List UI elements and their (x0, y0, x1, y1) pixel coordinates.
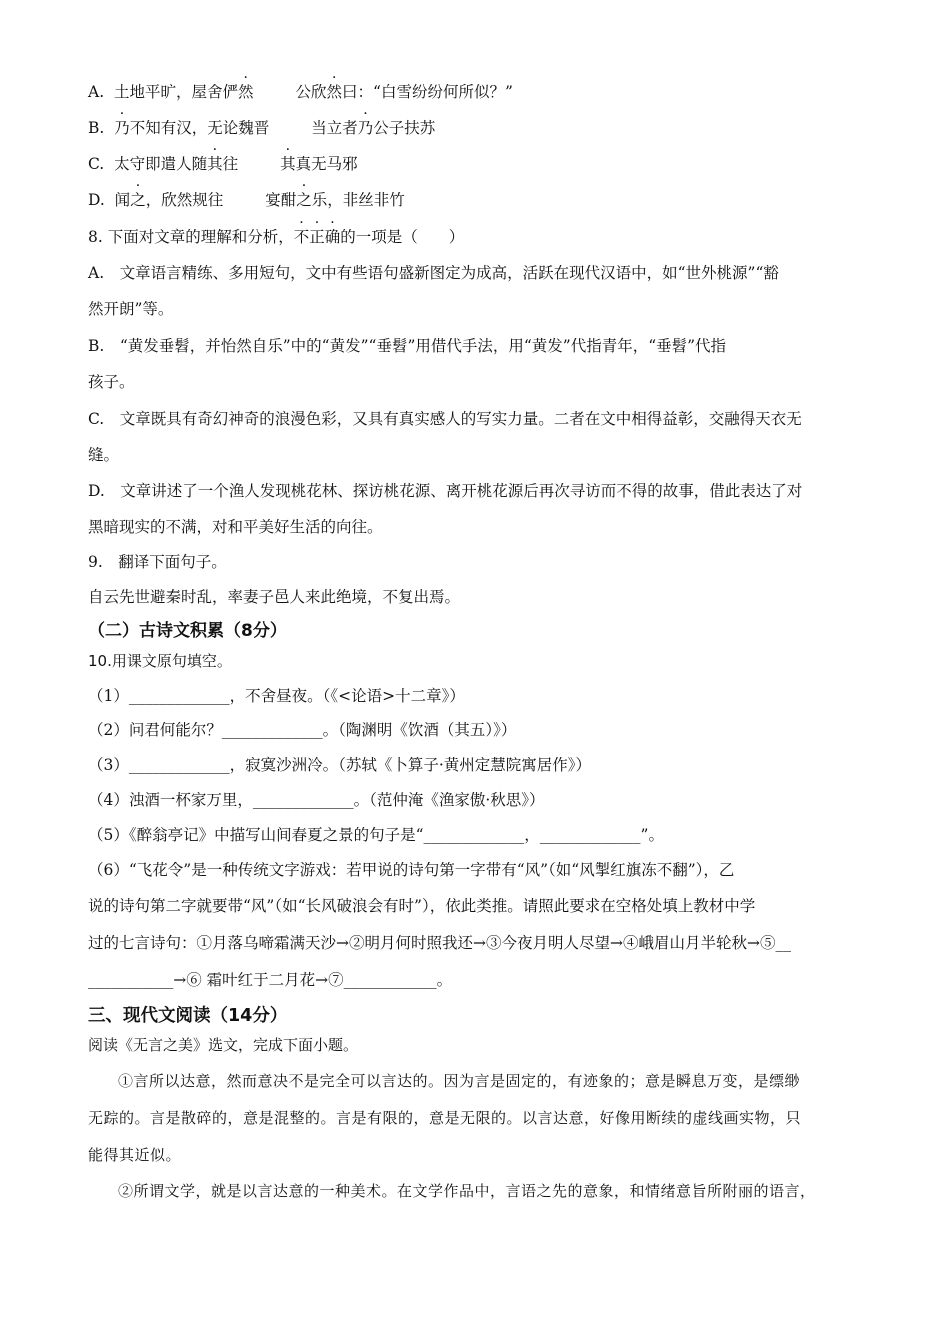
q9-stem: 9. 翻译下面句子。 (88, 553, 227, 571)
q7-option-c: C. 太守即遣人随其往 其真无马邪 (88, 155, 358, 173)
q7-option-b: B. 乃不知有汉，无论魏晋 当立者乃公子扶苏 (88, 119, 436, 137)
q7-option-a: A. 土地平旷，屋舍俨然 公欣然曰：“白雪纷纷何所似？” (88, 83, 513, 101)
q8-option-b-line2: 孩子。 (88, 373, 135, 391)
section3-title: 三、现代文阅读（14分） (88, 1006, 288, 1026)
q10-stem: 10.用课文原句填空。 (88, 652, 232, 670)
section2-title: （二）古诗文积累（8分） (88, 621, 287, 641)
passage-p2-line1: ②所谓文学，就是以言达意的一种美术。在文学作品中，言语之先的意象，和情绪意旨所附丽的语言， (118, 1182, 816, 1200)
q10-item-1: （1）_____________，不舍昼夜。（《<论语>十二章》） (88, 687, 465, 705)
passage-p1-line3: 能得其近似。 (88, 1146, 182, 1164)
q8-option-c-line2: 缝。 (88, 446, 120, 464)
q9-sentence: 自云先世避秦时乱，率妻子邑人来此绝境，不复出焉。 (88, 588, 461, 606)
q10-item-2: （2）问君何能尔？_____________。（陶渊明《饮酒（其五）》） (88, 721, 517, 739)
q10-item-6-line1: （6）“飞花令”是一种传统文字游戏：若甲说的诗句第一字带有“风”（如“风掣红旗冻不翻”），乙 (88, 861, 735, 879)
passage-p1-line2: 无踪的。言是散碎的，意是混整的。言是有限的，意是无限的。以言达意，好像用断续的虚线画实物，只 (88, 1109, 802, 1127)
q10-item-6-line4: ___________→⑥ 霜叶红于二月花→⑦____________。 (88, 971, 453, 989)
q8-option-d-line1: D. 文章讲述了一个渔人发现桃花林、探访桃花源、离开桃花源后再次寻访而不得的故事，借此表达了对 (88, 482, 803, 500)
section3-intro: 阅读《无言之美》选文，完成下面小题。 (88, 1036, 359, 1054)
q10-item-5: （5）《醉翁亭记》中描写山间春夏之景的句子是“_____________，_____________”。 (88, 826, 664, 844)
q8-option-a-line1: A. 文章语言精练、多用短句，文中有些语句盛新图定为成高，活跃在现代汉语中，如“世外桃源”“豁 (88, 264, 779, 282)
q8-option-c-line1: C. 文章既具有奇幻神奇的浪漫色彩，又具有真实感人的写实力量。二者在文中相得益彰，交融得天衣无 (88, 410, 802, 428)
q7-option-d: D. 闻之，欣然规往 宴酣之乐，非丝非竹 (88, 191, 405, 209)
q10-item-4: （4）浊酒一杯家万里，_____________。（范仲淹《渔家傲·秋思》） (88, 791, 545, 809)
q8-option-a-line2: 然开朗”等。 (88, 300, 174, 318)
q8-stem: 8. 下面对文章的理解和分析，不正确的一项是（ ） (88, 228, 465, 246)
q10-item-6-line2: 说的诗句第二字就要带“风”（如“长风破浪会有时”），依此类推。请照此要求在空格处填上教材中学 (88, 897, 756, 915)
q8-option-b-line1: B. “黄发垂髫，并怡然自乐”中的“黄发”“垂髫”用借代手法，用“黄发”代指青年，“垂髫”代指 (88, 337, 727, 355)
q10-item-6-line3: 过的七言诗句：①月落乌啼霜满天沙→②明月何时照我还→③今夜月明人尽望→④峨眉山月半轮秋→⑤__ (88, 934, 791, 952)
q8-option-d-line2: 黑暗现实的不满，对和平美好生活的向往。 (88, 518, 383, 536)
q10-item-3: （3）_____________，寂寞沙洲冷。（苏轼《卜算子·黄州定慧院寓居作》） (88, 756, 592, 774)
passage-p1-line1: ①言所以达意，然而意决不是完全可以言达的。因为言是固定的，有迹象的；意是瞬息万变，是缥缈 (118, 1072, 801, 1090)
